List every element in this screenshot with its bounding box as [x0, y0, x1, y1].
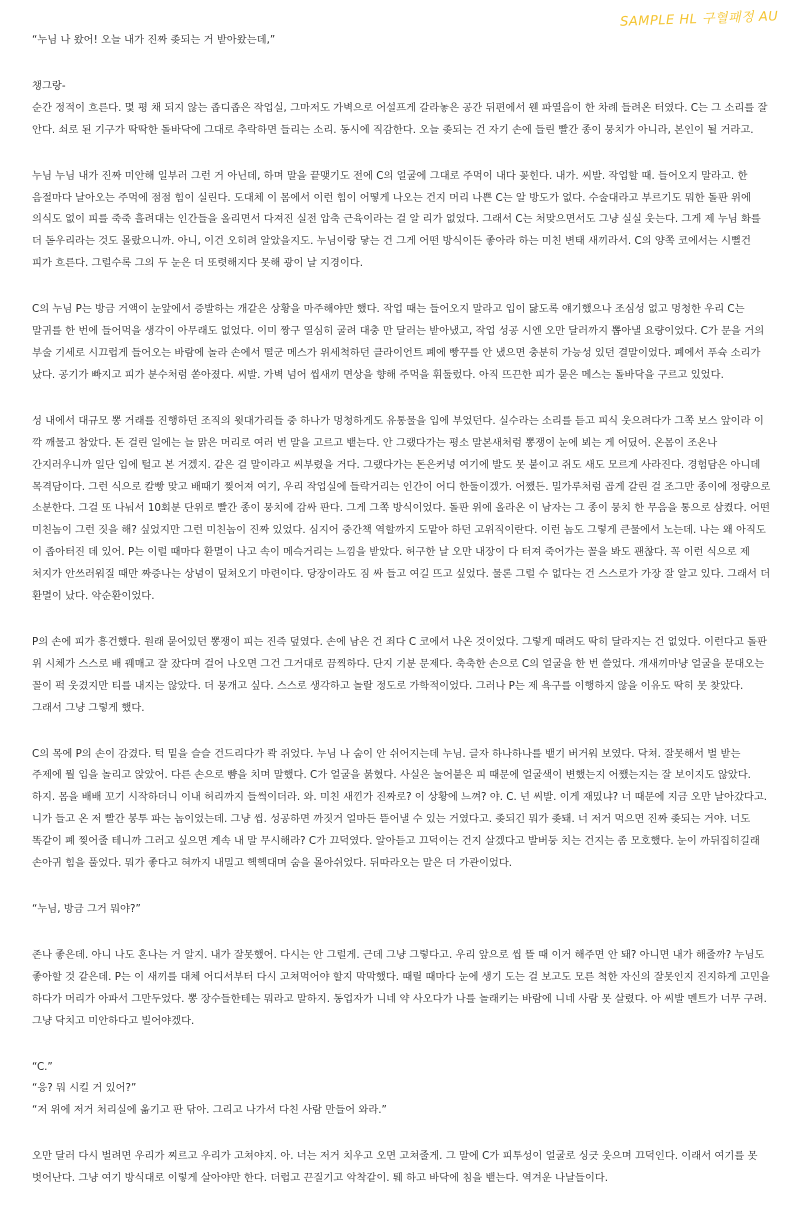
watermark-label: SAMPLE HL 구혈패정 AU — [619, 9, 779, 30]
closing-paragraph: 오만 달러 다시 벌려면 우리가 찌르고 우리가 고쳐야지. 아. 너는 저거 치우고 오면 고쳐줄게. 그 말에 C가 피투성이 얼굴로 싱긋 웃으며 끄덕인다. 이래서 여기를 못 벗어난다. 그냥 여기 방식대로 이렇게 살아야만 한다. 더럽고 끈질기고 악착같이. 퉤 하고 바닥에 침을 뱉는다. 역겨운 나날들이다. — [32, 1150, 758, 1185]
paragraph-8: “누님, 방금 그거 뭐야?” — [32, 903, 141, 915]
paragraph-6: P의 손에 피가 흥건했다. 원래 묻어있던 뽕쟁이 피는 진즉 덮였다. 손에 남은 건 죄다 C 코에서 나온 것이었다. 그렇게 때려도 딱히 달라지는 건 없었다. 이런다고 돌판 위 시체가 스스로 배 꿰매고 잘 잤다며 걸어 나오면 그건 그거대로 끔찍하다. 단지 기분 문제다. 축축한 손으로 C의 얼굴을 한 번 쓸었다. 개새끼마냥 얼굴을 문대오는 꼴이 퍽 웃겼지만 티를 내지는 않았다. 더 뭉개고 싶다. 스스로 생각하고 놀랄 정도로 가학적이었다. 그러나 P는 제 욕구를 이행하지 않을 이유도 딱히 못 찾았다. 그래서 그냥 그렇게 했다. — [32, 635, 767, 714]
paragraph-7: C의 목에 P의 손이 감겼다. 턱 밑을 슬슬 건드리다가 콱 쥐었다. 누님 나 숨이 안 쉬어지는데 누님. 글자 하나하나를 뱉기 버거워 보였다. 닥쳐. 잘못해서 벌 받는 주제에 뭘 입을 놀리고 앉았어. 다른 손으로 뺨을 치며 말했다. C가 얼굴을 붉혔다. 사실은 눌어붙은 피 때문에 얼굴색이 변했는지 어쨌는지는 잘 보이지도 않았다. 하지. 몸을 배배 꼬기 시작하더니 이내 허리까지 들썩이더라. 와. 미친 새낀가 진짜로? 이 상황에 느껴? 야. C. 넌 씨발. 이게 재밌냐? 너 때문에 지금 오만 날아갔다고. 니가 들고 온 저 빨간 봉투 파는 놈이었는데. 그냥 씹. 성공하면 까짓거 얼마든 뜯어낼 수 있는 거였다고. 좆되긴 뭐가 좆돼. 너 저거 먹으면 진짜 좆되는 거야. 너도 똑같이 폐 찢어줄 테니까 그러고 싶으면 계속 내 말 무시해라? C가 끄덕였다. 알아듣고 끄덕이는 건지 살겠다고 발버둥 치는 건지는 좀 모호했다. 눈이 까뒤집히길래 손아귀 힘을 풀었다. 뭐가 좋다고 혀까지 내밀고 헥헥대며 숨을 몰아쉬었다. 뒤따라오는 말은 더 가관이었다. — [32, 747, 768, 870]
paragraph-4: C의 누님 P는 방금 거액이 눈앞에서 증발하는 개같은 상황을 마주해야만 했다. 작업 때는 들어오지 말라고 입이 닳도록 얘기했으나 조심성 없고 멍청한 우리 C는 말귀를 한 번에 들어먹을 생각이 아무래도 없었다. 이미 짱구 열심히 굴려 대충 만 달러는 받아냈고, 작업 성공 시엔 오만 달러까지 뽑아낼 요량이었다. C가 문을 거의 부술 기세로 시끄럽게 들어오는 바람에 놀라 손에서 떨군 메스가 위세척하던 클라이언트 폐에 빵꾸를 안 냈으면 충분히 가능성 있던 결말이었다. 폐에서 푸슉 소리가 났다. 공기가 빠지고 피가 분수처럼 쏟아졌다. 씨발. 가벽 넘어 씹새끼 면상을 향해 주먹을 휘둘렀다. 아직 뜨끈한 피가 묻은 메스는 돌바닥을 구르고 있었다. — [32, 303, 765, 381]
dialogue-block — [32, 1057, 772, 1123]
paragraph-5: 성 내에서 대규모 뽕 거래를 진행하던 조직의 윗대가리들 중 하나가 멍청하게도 유통물을 입에 부었던다. 실수라는 소리를 듣고 피식 웃으려다가 그쪽 보스 앞이라 이 깍 깨물고 참았다. 돈 걸린 일에는 늘 맑은 머리로 여러 번 말을 고르고 뱉는다. 안 그랬다가는 평소 말본새처럼 뽕쟁이 눈에 뵈는 게 어딨어. 온몸이 조온나 간지러우니까 일단 입에 털고 본 거겠지. 같은 걸 말이라고 씨부렸을 거다. 그랬다가는 돈은커녕 여기에 발도 못 붙이고 쥐도 새도 모르게 사라진다. 경험담은 아니데 목격담이다. 그런 식으로 칼빵 맞고 배때기 찢어져 여기, 우리 작업실에 들락거리는 인간이 어디 한둘이겠가. 어쨌든. 밀가루처럼 곱게 갈린 걸 조그만 종이에 정량으로 소분한다. 그걸 또 나눠서 10회분 단위로 빨간 종이 뭉치에 감싸 판다. 그게 그쪽 방식이었다. 돌판 위에 올라온 이 남자는 그 종이 뭉치 한 무음을 통으로 삼켰다. 어떤 미친놈이 그런 짓을 해? 싶었지만 그런 미친놈이 진짜 있었다. 심지어 중간책 역할까지 도맡아 하던 고위직이란다. 이런 놈도 그렇게 큰물에서 노는데. 나는 왜 아직도 이 좁아터진 데 있어. P는 이럴 때마다 환멸이 나고 속이 메슥거리는 느낌을 받았다. 허구한 날 오만 내장이 다 터져 죽어가는 꼴을 봐도 괜찮다. 꼭 이런 식으로 제 처지가 안쓰러워질 때만 짜증나는 상념이 덮쳐오기 마련이다. 당장이라도 짐 싸 들고 여길 뜨고 싶었다. 물론 그럴 수 없다는 건 스스로가 가장 잘 알고 있다. 그래서 더 환멸이 났다. 악순환이었다. — [32, 414, 771, 603]
dialogue-line-3: “저 위에 저거 처리실에 옮기고 판 닦아. 그리고 나가서 다친 사람 만들어 와라.” — [32, 1104, 387, 1117]
document-body — [32, 30, 772, 1214]
dialogue-line-1: “C.” — [32, 1060, 53, 1073]
paragraph-9: 존나 좋은데. 아니 나도 혼나는 거 알지. 내가 잘못했어. 다시는 안 그럴게. 근데 그냥 그렇다고. 우리 앞으로 씹 뜰 때 이거 해주면 안 돼? 아니면 내가 해줄까? 누님도 좋아할 것 같은데. P는 이 새끼를 대체 어디서부터 다시 고쳐먹어야 할지 막막했다. 때릴 때마다 눈에 생기 도는 걸 보고도 모른 척한 자신의 잘못인지 진지하게 고민을 하다가 머리가 아파서 그만두었다. 뽕 장수들한테는 뭐라고 말하지. 동업자가 니네 약 사오다가 나를 놀래키는 바람에 니네 사람 못 살렸다. 아 씨발 멘트가 너무 구려. 그냥 닥치고 미안하다고 빌어야겠다. — [32, 948, 770, 1027]
dialogue-line-2: “응? 뭐 시킬 거 있어?” — [32, 1082, 137, 1095]
paragraph-2: 챙그랑- 순간 정적이 흐른다. 몇 평 채 되지 않는 좁디좁은 작업실, 그마저도 가벽으로 어설프게 갈라놓은 공간 뒤편에서 웬 파열음이 한 차례 들려온 터였다. C는 그 소리를 잘 안다. 쇠로 된 기구가 딱딱한 돌바닥에 그대로 추락하면 들리는 소리. 동시에 직감한다. 오늘 좆되는 건 자기 손에 들린 빨간 종이 뭉치가 아니라, 본인이 될 거라고. — [32, 79, 768, 136]
paragraph-1: “누님 나 왔어! 오늘 내가 진짜 좆되는 거 받아왔는데,” — [32, 34, 276, 46]
paragraph-3: 누님 누님 내가 진짜 미안해 일부러 그런 거 아닌데, 하며 말을 끝맺기도 전에 C의 얼굴에 그대로 주먹이 내다 꽂힌다. 내가. 씨발. 작업할 때. 들어오지 말라고. 한 음절마다 날아오는 주먹에 점점 힘이 실린다. 도대체 이 몸에서 이런 힘이 어떻게 나오는 건지 머리 나쁜 C는 알 방도가 없다. 수술대라고 부르기도 뭐한 돌판 위에 의식도 없이 피를 죽죽 흘려대는 인간들을 올리면서 다져진 실전 압축 근육이라는 걸 알 리가 없었다. 그래서 C는 처맞으면서도 그냥 실실 웃는다. 그게 제 누님 화를 더 돋우리라는 것도 몰랐으니까. 아니, 이건 오히려 알았을지도. 누님이랑 닿는 건 그게 어떤 방식이든 좋아라 하는 미친 변태 새끼라서. C의 양쪽 코에서는 시뻘건 피가 흐른다. 그럴수록 그의 두 눈은 더 또렷해지다 못해 광이 날 지경이다. — [32, 169, 761, 270]
